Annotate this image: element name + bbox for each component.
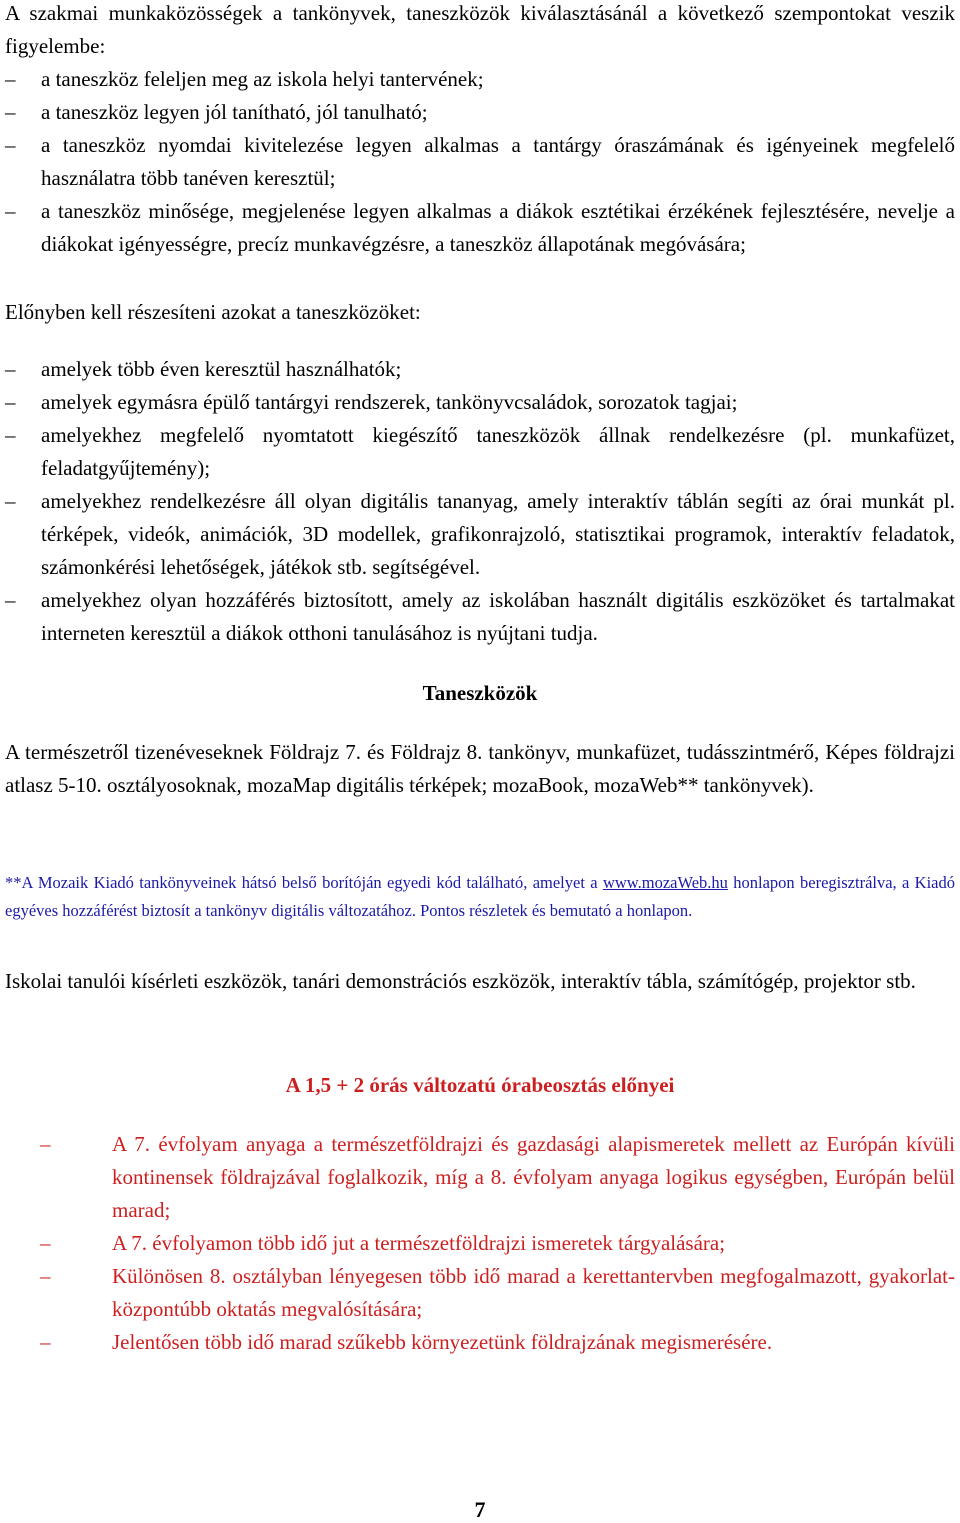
intro-paragraph: A szakmai munkaközösségek a tankönyvek, taneszközök kiválasztásánál a következő szempontokat veszik figyelembe: [5, 1, 955, 58]
list-item: – a taneszköz minősége, megjelenése legyen alkalmas a diákok esztétikai érzékének fejlesztésére, nevelje a diákokat igényességre, precíz munkavégzésre, a taneszköz állapotának megóvására; [5, 195, 955, 261]
list-item: – A 7. évfolyamon több idő jut a természetföldrajzi ismeretek tárgyalására; [40, 1227, 955, 1260]
list-item: – amelyekhez rendelkezésre áll olyan digitális tananyag, amely interaktív táblán segíti az órai munkát pl. térképek, videók, animációk, 3D modellek, grafikonrajzoló, statisztikai programok, interaktív feladatok, számonkérési lehetőségek, játékok stb. segítségével. [5, 485, 955, 584]
dash-bullet: – [5, 588, 16, 612]
list-item: – amelyekhez olyan hozzáférés biztosított, amely az iskolában használt digitális eszközöket és tartalmakat interneten keresztül a diákok otthoni tanulásához is nyújtani tudja. [5, 584, 955, 650]
dash-bullet: – [5, 100, 16, 124]
list-item: – A 7. évfolyam anyaga a természetföldrajzi és gazdasági alapismeretek mellett az Európán kívüli kontinensek földrajzával foglalkozik, míg a 8. évfolyam anyaga logikus egységben, Európán belül marad; [40, 1128, 955, 1227]
tools-paragraph: A természetről tizenéveseknek Földrajz 7. és Földrajz 8. tankönyv, munkafüzet, tudásszintmérő, Képes földrajzi atlasz 5-10. osztályosoknak, mozaMap digitális térképek; mozaBook, mozaWeb** tankönyvek). [5, 740, 955, 797]
preference-intro: Előnyben kell részesíteni azokat a taneszközöket: [5, 300, 421, 324]
dash-bullet: – [5, 489, 16, 513]
dash-bullet: – [5, 133, 16, 157]
mozaweb-note: **A Mozaik Kiadó tankönyveinek hátsó belső borítóján egyedi kód található, amelyet a www.mozaWeb.hu honlapon beregisztrálva, a Kiadó egyéves hozzáférést biztosít a tankönyv digitális változatához. Pontos részletek és bemutató a honlapon. [5, 873, 956, 920]
equipment-paragraph: Iskolai tanulói kísérleti eszközök, tanári demonstrációs eszközök, interaktív tábla, számítógép, projektor stb. [5, 969, 916, 993]
list-item: – amelyekhez megfelelő nyomtatott kiegészítő taneszközök állnak rendelkezésre (pl. munkafüzet, feladatgyűjtemény); [5, 419, 955, 485]
dash-bullet: – [5, 423, 16, 447]
list-item: – amelyek egymásra épülő tantárgyi rendszerek, tankönyvcsaládok, sorozatok tagjai; [5, 386, 955, 419]
list-item: – a taneszköz nyomdai kivitelezése legyen alkalmas a tantárgy óraszámának és igényeinek megfelelő használatra több tanéven keresztül; [5, 129, 955, 195]
dash-bullet: – [40, 1330, 51, 1354]
dash-bullet: – [5, 390, 16, 414]
list-item: – a taneszköz legyen jól tanítható, jól tanulható; [5, 96, 955, 129]
dash-bullet: – [40, 1231, 51, 1255]
intro-list [5, 63, 955, 261]
list-item: – Különösen 8. osztályban lényegesen több idő marad a kerettantervben megfogalmazott, gyakorlat-központúbb oktatás megvalósítására; [40, 1260, 955, 1326]
dash-bullet: – [40, 1132, 51, 1156]
tools-heading: Taneszközök [422, 681, 538, 705]
list-item: – a taneszköz feleljen meg az iskola helyi tantervének; [5, 63, 955, 96]
advantages-list [40, 1128, 955, 1359]
preference-list [5, 353, 955, 650]
list-item: – amelyek több éven keresztül használhatók; [5, 353, 955, 386]
dash-bullet: – [5, 67, 16, 91]
page-number: 7 [474, 1497, 486, 1522]
advantages-heading: A 1,5 + 2 órás változatú órabeosztás előnyei [285, 1073, 675, 1097]
mozaweb-link[interactable]: www.mozaWeb.hu [602, 873, 728, 892]
dash-bullet: – [40, 1264, 51, 1288]
dash-bullet: – [5, 357, 16, 381]
list-item: – Jelentősen több idő marad szűkebb környezetünk földrajzának megismerésére. [40, 1326, 955, 1359]
dash-bullet: – [5, 199, 16, 223]
